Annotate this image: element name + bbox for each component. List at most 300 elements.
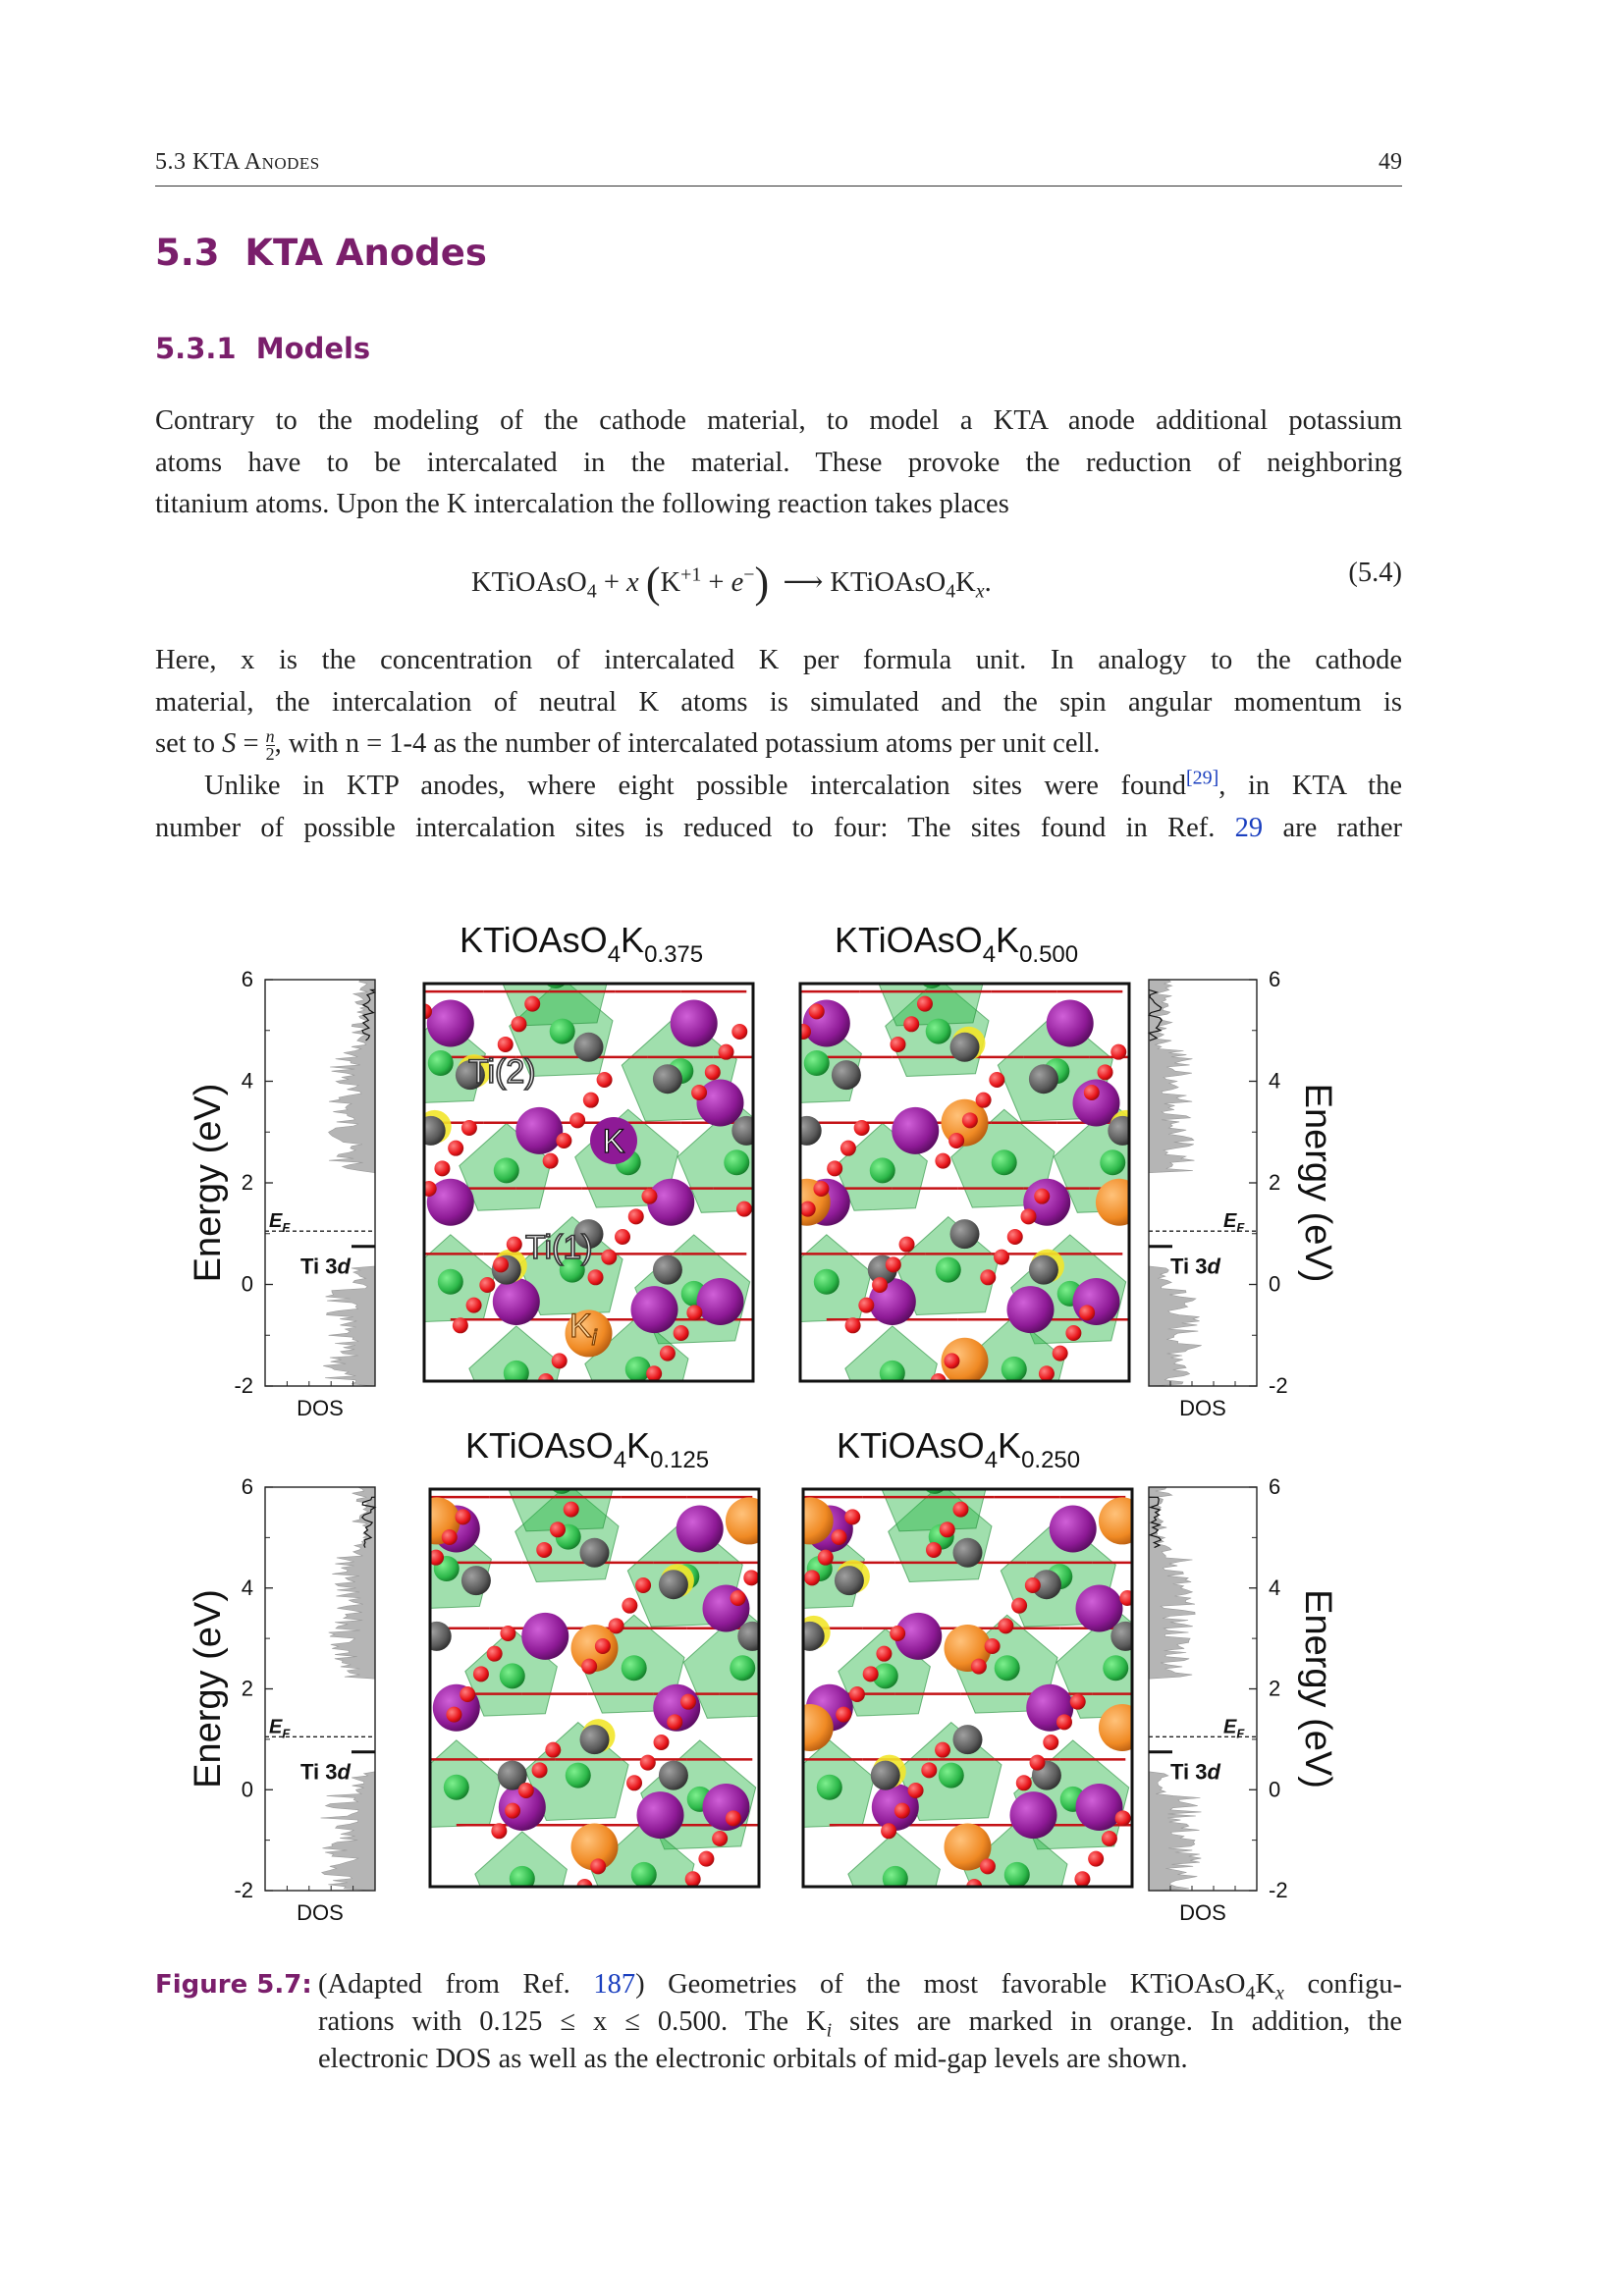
o-atom <box>442 1529 458 1545</box>
ti-atom <box>416 1116 446 1146</box>
o-atom <box>731 1590 746 1606</box>
y-tick-label: 4 <box>241 1575 253 1600</box>
o-atom <box>640 1755 656 1771</box>
text-run: are rather <box>1263 812 1402 843</box>
k-atom <box>521 1613 568 1660</box>
dos-axis-label: DOS <box>1179 1900 1226 1925</box>
o-atom <box>985 1638 1001 1654</box>
figure-graphic <box>167 913 1394 1934</box>
fermi-label: $E_F$ <box>269 1716 291 1741</box>
o-atom <box>674 1325 689 1341</box>
o-atom <box>989 1072 1004 1088</box>
ti-atom <box>731 1116 761 1146</box>
ti-atom <box>653 1255 682 1285</box>
citation-link[interactable]: 187 <box>593 1969 636 2000</box>
paragraph-line <box>155 808 1402 850</box>
o-atom <box>635 1577 651 1593</box>
k-atom <box>1076 1585 1123 1632</box>
o-atom <box>588 1269 604 1285</box>
o-atom <box>712 1831 728 1846</box>
equation-number: (5.4) <box>1348 558 1402 588</box>
k-atom <box>892 1107 939 1154</box>
citation-link[interactable]: 29 <box>1234 812 1264 843</box>
ti-atom <box>871 1761 900 1790</box>
k-atom <box>427 1000 474 1047</box>
fermi-label: $E_F$ <box>269 1210 291 1236</box>
paragraph-line-tail: , with n = 1-4 as the number of intercalated potassium atoms per unit cell. <box>274 728 1101 759</box>
y-tick-label: -2 <box>234 1373 253 1398</box>
ti3d-label: Ti 3d <box>1170 1254 1220 1279</box>
o-atom <box>500 1626 515 1641</box>
dos-axis-label: DOS <box>1179 1396 1226 1420</box>
o-atom <box>726 1810 741 1826</box>
text-run: rations with 0.125 ≤ x ≤ 0.500. The K <box>318 2006 827 2037</box>
o-atom <box>886 1256 901 1272</box>
o-atom <box>971 1659 987 1675</box>
ti-atom <box>795 1622 825 1651</box>
k-atom <box>1073 1278 1120 1325</box>
text-run: ) Geometries of the most favorable KTiOAsO <box>635 1969 1246 2000</box>
ti-atom <box>580 1725 610 1754</box>
o-atom <box>890 1626 905 1641</box>
y-tick-label: 0 <box>241 1777 253 1802</box>
o-atom <box>1007 1229 1023 1245</box>
o-atom <box>935 1742 950 1758</box>
o-atom <box>980 1858 996 1874</box>
o-atom <box>894 1803 910 1819</box>
y-tick-label: 2 <box>1269 1676 1281 1701</box>
header-rule <box>155 186 1402 187</box>
panel-title: $KTiOAsO_4K_{0.500}$ <box>835 920 1079 968</box>
text-run: Unlike in KTP anodes, where eight possible intercalation sites were found <box>204 771 1187 801</box>
o-atom <box>524 996 540 1012</box>
o-atom <box>448 1141 463 1156</box>
dos-panel <box>188 1474 375 1925</box>
ti-atom <box>1110 1622 1140 1651</box>
paragraph-1 <box>155 400 1402 526</box>
o-atom <box>646 1365 662 1381</box>
y-axis-title: Energy (eV) <box>188 1083 229 1283</box>
o-atom <box>595 1638 611 1654</box>
k-atom <box>1050 1506 1097 1553</box>
k-atom <box>637 1791 684 1839</box>
o-atom <box>813 1181 829 1197</box>
o-atom <box>686 1305 702 1320</box>
figure-5-7 <box>167 913 1394 1934</box>
dos-curve <box>1149 1487 1202 1891</box>
ti-atom <box>950 1033 980 1062</box>
o-atom <box>976 1093 992 1108</box>
o-atom <box>818 1550 834 1566</box>
y-tick-label: 6 <box>1269 967 1281 991</box>
ti-atom <box>659 1761 688 1790</box>
o-atom <box>1056 1714 1072 1730</box>
o-atom <box>654 1735 670 1750</box>
o-atom <box>935 1153 950 1169</box>
o-atom <box>731 1024 747 1040</box>
o-atom <box>628 1208 644 1224</box>
o-atom <box>1034 1189 1050 1204</box>
o-atom <box>446 1707 461 1723</box>
as-atom <box>939 1763 964 1789</box>
k-atom <box>493 1278 540 1325</box>
o-atom <box>948 1133 964 1148</box>
o-atom <box>1074 1871 1090 1887</box>
o-atom <box>832 1529 847 1545</box>
o-atom <box>569 1112 585 1128</box>
o-atom <box>899 1237 915 1253</box>
atom-label-ti1: Ti(1) <box>525 1229 593 1266</box>
o-atom <box>998 1618 1013 1633</box>
o-atom <box>926 1542 942 1558</box>
o-atom <box>872 1277 888 1293</box>
dos-panel <box>1149 1474 1338 1925</box>
o-atom <box>719 1044 734 1060</box>
ti-atom <box>737 1622 767 1651</box>
dos-panel <box>1149 967 1338 1420</box>
ki-atom <box>786 1704 834 1751</box>
y-tick-label: 0 <box>241 1271 253 1297</box>
ti-atom <box>574 1033 604 1062</box>
o-atom <box>518 1783 534 1798</box>
o-atom <box>581 1659 597 1675</box>
o-atom <box>597 1072 613 1088</box>
o-atom <box>1070 1694 1086 1710</box>
o-atom <box>487 1646 503 1662</box>
o-atom <box>836 1707 851 1723</box>
ki-atom <box>1099 1497 1146 1544</box>
as-atom <box>1001 1357 1027 1382</box>
o-atom <box>556 1133 571 1148</box>
o-atom <box>1088 1851 1104 1867</box>
o-atom <box>1030 1755 1046 1771</box>
y-tick-label: 4 <box>241 1068 253 1094</box>
y-tick-label: -2 <box>1269 1373 1288 1398</box>
running-head-section: 5.3 KTA Anodes <box>155 149 320 175</box>
o-atom <box>917 996 933 1012</box>
paragraph-2 <box>155 640 1402 766</box>
panel-title: $KTiOAsO_4K_{0.375}$ <box>460 920 704 968</box>
ti-atom <box>953 1725 983 1754</box>
o-atom <box>505 1803 520 1819</box>
ti3d-label: Ti 3d <box>1170 1759 1220 1785</box>
dos-panel <box>188 967 375 1420</box>
y-axis-title: Energy (eV) <box>188 1589 229 1789</box>
crystal-structure <box>400 1422 799 1920</box>
o-atom <box>827 1160 842 1176</box>
o-atom <box>491 1823 507 1839</box>
o-atom <box>1065 1325 1081 1341</box>
o-atom <box>456 1509 471 1524</box>
o-atom <box>1043 1735 1058 1750</box>
ti-atom <box>792 1116 822 1146</box>
running-head <box>155 149 1402 181</box>
o-atom <box>536 1542 552 1558</box>
ki-atom <box>1099 1704 1146 1751</box>
k-atom <box>671 1000 718 1047</box>
o-atom <box>705 1064 721 1080</box>
o-atom <box>1025 1577 1041 1593</box>
y-axis-title: Energy (eV) <box>1297 1083 1338 1283</box>
dos-curve <box>323 980 375 1386</box>
o-atom <box>952 1502 968 1518</box>
ti-atom <box>580 1538 610 1568</box>
k-atom <box>1010 1791 1057 1839</box>
ti3d-label: Ti 3d <box>300 1254 351 1279</box>
as-atom <box>1103 1655 1128 1681</box>
o-atom <box>660 1346 676 1362</box>
ti-atom <box>653 1064 682 1094</box>
paragraph-3 <box>155 766 1402 849</box>
caption-line: electronic DOS as well as the electronic orbitals of mid-gap levels are shown. <box>318 2044 1188 2074</box>
o-atom <box>800 1201 816 1217</box>
as-atom <box>817 1775 842 1800</box>
as-atom <box>494 1157 519 1183</box>
o-atom <box>601 1250 617 1265</box>
o-atom <box>685 1871 701 1887</box>
o-atom <box>940 1522 955 1537</box>
paragraph-line: Contrary to the modeling of the cathode material, to model a KTA anode additional potassium <box>155 405 1402 436</box>
crystal-structure <box>773 1422 1172 1920</box>
as-atom <box>936 1257 961 1283</box>
y-tick-label: 2 <box>1269 1170 1281 1195</box>
caption-label: Figure 5.7: <box>155 1970 312 2000</box>
o-atom <box>1053 1346 1068 1362</box>
as-atom <box>730 1655 755 1681</box>
paragraph-line <box>155 766 1402 808</box>
k-atom <box>703 1784 750 1831</box>
section-number: 5.3 <box>155 232 220 274</box>
ti-atom <box>659 1570 688 1599</box>
o-atom <box>564 1502 579 1518</box>
o-atom <box>903 1016 919 1032</box>
text-run: configu- <box>1283 1969 1402 2000</box>
y-tick-label: 6 <box>1269 1474 1281 1499</box>
o-atom <box>461 1120 477 1136</box>
k-atom <box>515 1107 563 1154</box>
y-tick-label: 4 <box>1269 1575 1281 1600</box>
y-tick-label: 0 <box>1269 1271 1281 1297</box>
fermi-label: $E_F$ <box>1223 1210 1245 1236</box>
y-tick-label: 4 <box>1269 1068 1281 1094</box>
k-atom <box>1007 1286 1055 1333</box>
o-atom <box>460 1686 475 1702</box>
as-atom <box>428 1050 454 1076</box>
o-atom <box>543 1153 559 1169</box>
k-atom <box>697 1278 744 1325</box>
o-atom <box>1115 1810 1131 1826</box>
o-atom <box>840 1141 856 1156</box>
as-atom <box>724 1149 749 1175</box>
atom-label-ki: $K_i$ <box>569 1308 597 1350</box>
o-atom <box>609 1618 624 1633</box>
o-atom <box>615 1229 630 1245</box>
y-tick-label: -2 <box>234 1878 253 1902</box>
o-atom <box>994 1250 1009 1265</box>
o-atom <box>1039 1365 1055 1381</box>
as-atom <box>631 1862 657 1888</box>
o-atom <box>622 1598 637 1614</box>
o-atom <box>698 1851 714 1867</box>
as-atom <box>992 1149 1017 1175</box>
o-atom <box>908 1783 924 1798</box>
caption-line: rations with 0.125 ≤ x ≤ 0.500. The $K_i$ sites are marked in orange. In addition, the <box>318 2006 1402 2042</box>
paragraph-line: titanium atoms. Upon the K intercalation the following reaction takes places <box>155 489 1009 519</box>
caption-text <box>318 1966 1402 2078</box>
o-atom <box>1102 1831 1117 1846</box>
as-atom <box>444 1775 469 1800</box>
o-atom <box>876 1646 892 1662</box>
subsection-heading <box>155 332 370 365</box>
k-atom <box>1076 1784 1123 1831</box>
equation-body: KTiOAsO$_4$ + x $(K^{+1} + e^-)$ ⟶ $KTiOAsO_4K_x$. <box>471 559 992 607</box>
section-title: KTA Anodes <box>244 232 487 274</box>
as-atom <box>1100 1149 1125 1175</box>
fermi-label: $E_F$ <box>1223 1716 1245 1741</box>
as-atom <box>804 1050 830 1076</box>
o-atom <box>498 1037 514 1052</box>
dos-axis-label: DOS <box>297 1900 344 1925</box>
o-atom <box>1011 1598 1027 1614</box>
y-axis-title: Energy (eV) <box>1297 1589 1338 1789</box>
y-tick-label: 6 <box>241 1474 253 1499</box>
o-atom <box>493 1256 509 1272</box>
ti-atom <box>832 1060 861 1090</box>
o-atom <box>854 1120 870 1136</box>
o-atom <box>507 1237 522 1253</box>
o-atom <box>743 1570 759 1585</box>
panel-title: $KTiOAsO_4K_{0.125}$ <box>465 1425 710 1473</box>
dos-curve <box>321 1487 375 1891</box>
k-atom <box>677 1506 724 1553</box>
o-atom <box>473 1666 489 1682</box>
o-atom <box>550 1522 566 1537</box>
o-atom <box>511 1016 526 1032</box>
atom-label-k: K <box>602 1123 625 1160</box>
o-atom <box>962 1112 978 1128</box>
ti-atom <box>1029 1064 1058 1094</box>
o-atom <box>881 1823 896 1839</box>
text-run: (Adapted from Ref. <box>318 1969 594 2000</box>
k-atom <box>803 1000 850 1047</box>
k-atom <box>1047 1000 1094 1047</box>
ti-atom <box>422 1622 452 1651</box>
o-atom <box>667 1714 682 1730</box>
o-atom <box>1098 1064 1113 1080</box>
subsection-number: 5.3.1 <box>155 332 237 365</box>
o-atom <box>691 1085 707 1100</box>
o-atom <box>858 1298 874 1313</box>
as-atom <box>926 1019 951 1044</box>
o-atom <box>944 1353 959 1368</box>
o-atom <box>845 1317 861 1333</box>
as-atom <box>870 1157 895 1183</box>
o-atom <box>890 1037 905 1052</box>
subsection-title: Models <box>255 332 371 365</box>
ti-atom <box>953 1538 983 1568</box>
o-atom <box>1079 1305 1095 1320</box>
paragraph-line: material, the intercalation of neutral K atoms is simulated and the spin angular momentum is <box>155 686 1402 718</box>
o-atom <box>809 1003 825 1019</box>
o-atom <box>641 1189 657 1204</box>
y-tick-label: 2 <box>241 1676 253 1701</box>
o-atom <box>680 1694 696 1710</box>
citation-link[interactable]: [29] <box>1186 767 1219 789</box>
k-atom <box>631 1286 678 1333</box>
y-tick-label: 6 <box>241 967 253 991</box>
atom-label-ti2: Ti(2) <box>468 1053 536 1091</box>
ki-atom <box>726 1497 773 1544</box>
o-atom <box>583 1093 599 1108</box>
as-atom <box>550 1019 575 1044</box>
ti-atom <box>835 1566 864 1595</box>
as-atom <box>566 1763 591 1789</box>
o-atom <box>453 1317 468 1333</box>
paragraph-line: atoms have to be intercalated in the material. These provoke the reduction of neighboring <box>155 447 1402 478</box>
as-atom <box>622 1655 647 1681</box>
ki-atom <box>1096 1179 1143 1226</box>
page-number: 49 <box>1379 149 1402 175</box>
o-atom <box>921 1762 937 1778</box>
ti-atom <box>1029 1255 1058 1285</box>
o-atom <box>980 1269 996 1285</box>
o-atom <box>479 1277 495 1293</box>
y-tick-label: 0 <box>1269 1777 1281 1802</box>
o-atom <box>532 1762 548 1778</box>
o-atom <box>1016 1775 1032 1790</box>
ki-atom <box>786 1497 834 1544</box>
text-run: number of possible intercalation sites is reduced to four: The sites found in Ref. <box>155 812 1235 843</box>
crystal-structure <box>770 917 1169 1415</box>
ti3d-label: Ti 3d <box>300 1759 351 1785</box>
ti-atom <box>461 1566 491 1595</box>
dos-axis-label: DOS <box>297 1396 344 1420</box>
as-atom <box>814 1269 839 1295</box>
o-atom <box>626 1775 642 1790</box>
y-tick-label: -2 <box>1269 1878 1288 1902</box>
equation-5-4 <box>155 558 1402 605</box>
as-atom <box>625 1357 651 1382</box>
text-run: , in KTA the <box>1218 771 1402 801</box>
o-atom <box>1110 1044 1126 1060</box>
y-tick-label: 2 <box>241 1170 253 1195</box>
dos-curve <box>1149 980 1202 1386</box>
as-atom <box>995 1655 1020 1681</box>
ti-atom <box>950 1219 980 1249</box>
caption-line: (Adapted from Ref. 187) Geometries of the most favorable $KTiOAsO_4K_x$ configu- <box>318 1969 1402 2004</box>
o-atom <box>466 1298 482 1313</box>
o-atom <box>736 1201 752 1217</box>
paragraph-line: Here, x is the concentration of intercalated K per formula unit. In analogy to the cathode <box>155 645 1402 675</box>
o-atom <box>863 1666 879 1682</box>
as-atom <box>438 1269 463 1295</box>
as-atom <box>1004 1862 1030 1888</box>
o-atom <box>545 1742 561 1758</box>
o-atom <box>849 1686 865 1702</box>
paragraph-line: set to $S = \frac{n}{2}$ , with n = 1-4 as the number of intercalated potassium atoms per unit cell. <box>155 725 1101 764</box>
ti-atom <box>1108 1116 1137 1146</box>
text-run: sites are marked in orange. In addition, the <box>832 2006 1402 2037</box>
o-atom <box>1084 1085 1100 1100</box>
o-atom <box>1020 1208 1036 1224</box>
section-heading <box>155 232 487 274</box>
o-atom <box>590 1858 606 1874</box>
panel-title: $KTiOAsO_4K_{0.250}$ <box>837 1425 1081 1473</box>
o-atom <box>434 1160 450 1176</box>
o-atom <box>552 1353 568 1368</box>
o-atom <box>795 1024 811 1040</box>
o-atom <box>844 1509 860 1524</box>
